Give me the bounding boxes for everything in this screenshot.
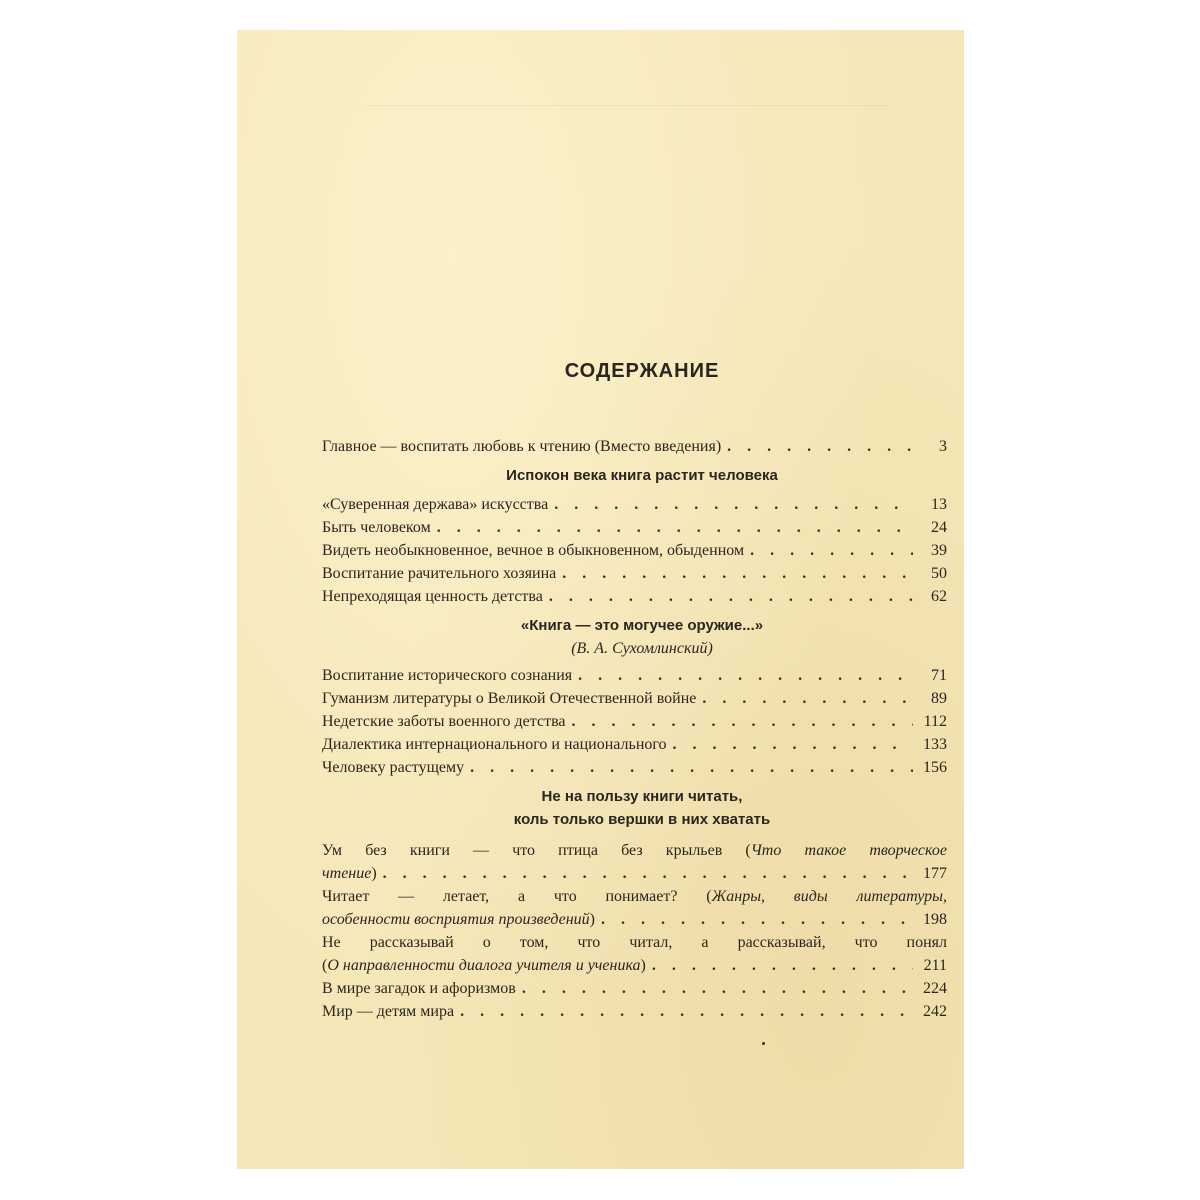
toc-leader-dots [549, 585, 913, 608]
toc-entry [322, 539, 947, 562]
toc-entry-title: Мир — детям мира [322, 1003, 455, 1020]
toc-entry-title: Воспитание рачительного хозяина [322, 565, 557, 582]
toc-entry-title: Непреходящая ценность детства [322, 588, 543, 605]
toc-entry [322, 733, 947, 756]
toc-entry [322, 1000, 947, 1023]
toc-entry-title: В мире загадок и афоризмов [322, 980, 516, 997]
toc-entry-multiline [322, 839, 947, 885]
section-heading-2: «Книга — это могучее оружие...» [520, 617, 764, 634]
faint-bleedthrough [367, 105, 887, 107]
toc-entry-page: 50 [931, 565, 947, 582]
toc-entry-title: Видеть необыкновенное, вечное в обыкновенном, обыденном [322, 542, 745, 559]
section-subheading-2: (В. А. Сухомлинский) [571, 640, 713, 657]
toc-leader-dots [470, 756, 913, 779]
toc-entry-page: 112 [923, 713, 947, 730]
toc-entry-page: 177 [923, 865, 947, 882]
toc-entry-title: Главное — воспитать любовь к чтению (Вместо введения) [322, 438, 722, 455]
toc-entry-title-line1: Ум без книги — что птица без крыльев (Что такое творческое [322, 842, 948, 859]
toc-entry-page: 62 [931, 588, 947, 605]
section-heading-3-line2: коль только вершки в них хватать [513, 811, 771, 828]
toc-entry [322, 664, 947, 687]
toc-entry-title-line1: Читает — летает, а что понимает? (Жанры, виды литературы, [322, 888, 947, 905]
toc-entry [322, 585, 947, 608]
toc-entry [322, 756, 947, 779]
toc-entry-title: Недетские заботы военного детства [322, 713, 566, 730]
toc-leader-dots [652, 954, 913, 977]
toc-leader-dots [572, 710, 913, 733]
toc-leader-dots [578, 664, 913, 687]
toc-entry-title-line2: чтение) . . . 177 [322, 862, 947, 885]
toc-entry-page: 3 [939, 438, 947, 455]
toc-entry [322, 516, 947, 539]
toc-entry [322, 687, 947, 710]
toc-leader-dots [437, 516, 913, 539]
toc-entry-page: 89 [931, 690, 947, 707]
book-page [237, 30, 964, 1169]
toc-leader-dots [727, 435, 913, 458]
toc-entry-multiline [322, 931, 947, 977]
ink-speck [762, 1042, 765, 1045]
table-of-contents [322, 360, 947, 1023]
toc-entry-title: Воспитание исторического сознания [322, 667, 573, 684]
toc-entry-page: 133 [923, 736, 947, 753]
toc-entry [322, 562, 947, 585]
toc-entry-title: Человеку растущему [322, 759, 465, 776]
toc-entry-title: Гуманизм литературы о Великой Отечественной войне [322, 690, 697, 707]
toc-entry-page: 13 [931, 496, 947, 513]
toc-entry-multiline [322, 885, 947, 931]
toc-entry-page: 224 [923, 980, 947, 997]
toc-entry-page: 71 [931, 667, 947, 684]
toc-leader-dots [702, 687, 913, 710]
toc-leader-dots [522, 977, 913, 1000]
toc-entry-page: 39 [931, 542, 947, 559]
toc-entry [322, 493, 947, 516]
toc-leader-dots [460, 1000, 913, 1023]
toc-entry-page: 24 [931, 519, 947, 536]
toc-leader-dots [383, 862, 913, 885]
toc-leader-dots [673, 733, 913, 756]
toc-entry-page: 198 [923, 911, 947, 928]
toc-entry-title: Диалектика интернационального и национального [322, 736, 667, 753]
toc-entry-page: 156 [923, 759, 947, 776]
section-heading-3-line1: Не на пользу книги читать, [541, 788, 743, 805]
toc-entry-page: 211 [923, 957, 947, 974]
toc-title: СОДЕРЖАНИЕ [564, 360, 720, 382]
toc-entry-intro [322, 435, 947, 458]
toc-entry [322, 977, 947, 1000]
toc-leader-dots [562, 562, 913, 585]
toc-entry-page: 242 [923, 1003, 947, 1020]
toc-entry [322, 710, 947, 733]
toc-leader-dots [750, 539, 913, 562]
toc-leader-dots [601, 908, 913, 931]
section-heading-1: Испокон века книга растит человека [506, 467, 778, 484]
toc-entry-title-line1: Не рассказывай о том, что читал, а рассказывай, что понял [322, 934, 947, 951]
toc-leader-dots [554, 493, 913, 516]
toc-entry-title-line2: особенности восприятия произведений) . . . 198 [322, 908, 947, 931]
toc-entry-title: «Суверенная держава» искусства [322, 496, 549, 513]
toc-entry-title: Быть человеком [322, 519, 431, 536]
toc-entry-title-line2: (О направленности диалога учителя и ученика) . . . 211 [322, 954, 947, 977]
